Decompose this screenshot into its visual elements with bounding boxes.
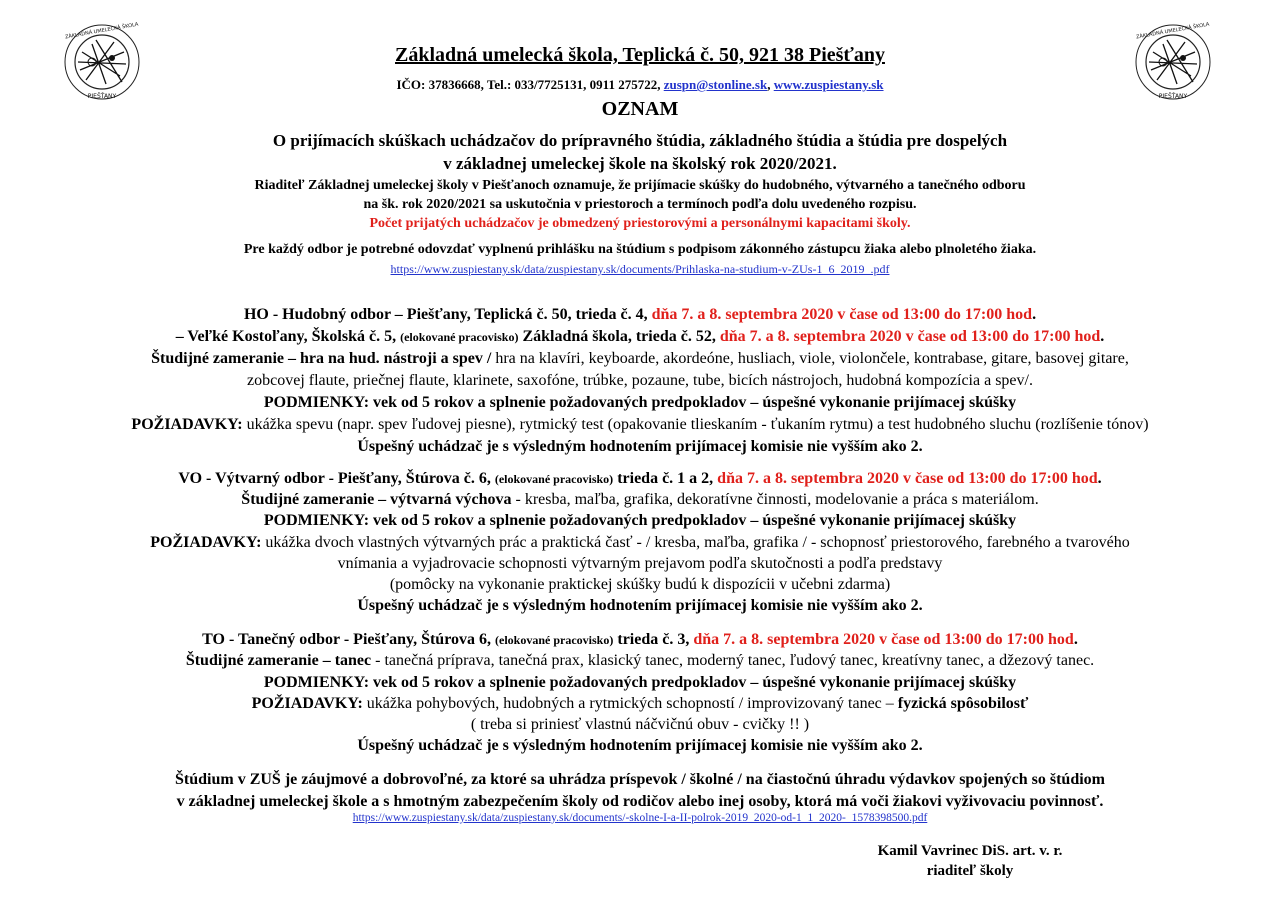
subtitle-line-1: O prijímacích skúškach uchádzačov do prípravného štúdia, základného štúdia a štúdia pre dospelých xyxy=(272,131,1008,150)
vo-success: Úspešný uchádzač je s výsledným hodnotením prijímacej komisie nie vyšším ako 2. xyxy=(357,597,923,614)
vo-req-text: ukážka dvoch vlastných výtvarných prác a praktická časť - / kresba, maľba, grafika / - schopnosť priestorového, farebného a tvarového xyxy=(265,534,1130,551)
contact-text: IČO: 37836668, Tel.: 033/7725131, 0911 275722, xyxy=(396,77,664,92)
svg-text:ZÁKLADNÁ UMELECKÁ ŠKOLA: ZÁKLADNÁ UMELECKÁ ŠKOLA xyxy=(64,22,139,41)
ho-focus-label: Študijné zameranie – hra na hud. nástroji a spev / xyxy=(151,350,496,367)
to-date: dňa 7. a 8. septembra 2020 v čase od 13:00 do 17:00 hod xyxy=(693,631,1074,648)
svg-text:PIEŠŤANY: PIEŠŤANY xyxy=(1158,93,1188,100)
intro-line-2: na šk. rok 2020/2021 sa uskutočnia v priestoroch a termínoch podľa dolu uvedeného rozpisu. xyxy=(363,197,917,212)
ho-req-label: POŽIADAVKY: xyxy=(131,416,247,433)
ho-line-3 xyxy=(0,350,1280,368)
svg-text:PIEŠŤANY: PIEŠŤANY xyxy=(87,93,117,100)
vo-location: VO - Výtvarný odbor - Piešťany, Štúrova č. 6, xyxy=(178,470,495,487)
signature-name: Kamil Vavrinec DiS. art. v. r. xyxy=(877,843,1063,859)
to-line-5: ( treba si priniesť vlastnú náčvičnú obuv - cvičky !! ) xyxy=(470,716,810,733)
website-link[interactable]: www.zuspiestany.sk xyxy=(773,77,884,92)
to-focus-text: - tanečná príprava, tanečná prax, klasický tanec, moderný tanec, ľudový tanec, kreatívny tanec, a džezový tanec. xyxy=(371,652,1095,669)
ho-branch-room: Základná škola, trieda č. 52, xyxy=(518,328,720,345)
to-req-fitness: fyzická spôsobilosť xyxy=(897,695,1029,712)
school-name: Základná umelecká škola, Teplická č. 50, 921 38 Piešťany xyxy=(395,44,885,66)
contact-sep: , xyxy=(767,77,774,92)
ho-branch-note: (elokované pracovisko) xyxy=(400,330,519,344)
ho-end: . xyxy=(1032,306,1037,323)
application-link-row xyxy=(0,262,1280,277)
to-line-2 xyxy=(0,652,1280,670)
vo-req-label: POŽIADAVKY: xyxy=(150,534,266,551)
ho-location: HO - Hudobný odbor – Piešťany, Teplická č. 50, trieda č. 4, xyxy=(243,306,652,323)
ho-req-text: ukážka spevu (napr. spev ľudovej piesne), rytmický test (opakovanie tlieskaním - ťukaním rytmu) a test hudobného sluchu (rozlíšenie tónov) xyxy=(246,416,1149,433)
vo-conditions: PODMIENKY: vek od 5 rokov a splnenie požadovaných predpokladov – úspešné vykonanie prijímacej skúšky xyxy=(263,512,1017,529)
ho-conditions: PODMIENKY: vek od 5 rokov a splnenie požadovaných predpokladov – úspešné vykonanie prijímacej skúšky xyxy=(263,394,1017,411)
to-req-text: ukážka pohybových, hudobných a rytmických schopností / improvizovaný tanec – xyxy=(366,695,898,712)
to-location: TO - Tanečný odbor - Piešťany, Štúrova 6, xyxy=(202,631,496,648)
ho-focus-text: hra na klavíri, keyboarde, akordeóne, husliach, viole, violončele, kontrabase, gitare, basovej gitare, xyxy=(495,350,1129,367)
vo-line-5: vnímania a vyjadrovacie schopnosti výtvarným prejavom podľa skutočnosti a podľa predstavy xyxy=(337,555,943,572)
vo-focus-text: - kresba, maľba, grafika, dekoratívne činnosti, modelovanie a práca s materiálom. xyxy=(511,491,1039,508)
ho-line-2 xyxy=(0,328,1280,346)
ho-line-1 xyxy=(0,306,1280,324)
ho-branch-end: . xyxy=(1100,328,1105,345)
email-link[interactable]: zuspn@stonline.sk xyxy=(663,77,768,92)
ho-success: Úspešný uchádzač je s výsledným hodnotením prijímacej komisie nie vyšším ako 2. xyxy=(357,438,923,455)
to-room: trieda č. 3, xyxy=(613,631,694,648)
to-end: . xyxy=(1073,631,1078,648)
signature-role: riaditeľ školy xyxy=(926,863,1014,879)
application-link[interactable]: https://www.zuspiestany.sk/data/zuspiestany.sk/documents/Prihlaska-na-studium-v-ZUs-1_6_2019_.pdf xyxy=(390,262,890,276)
to-focus-label: Študijné zameranie – tanec xyxy=(185,652,372,669)
ho-branch: – Veľké Kostoľany, Školská č. 5, xyxy=(175,328,401,345)
application-note: Pre každý odbor je potrebné odovzdať vyplnenú prihlášku na štúdium s podpisom zákonného zástupcu žiaka alebo plnoletého žiaka. xyxy=(243,242,1037,257)
fee-document-link[interactable]: https://www.zuspiestany.sk/data/zuspiestany.sk/documents/-skolne-I-a-II-polrok-2019_2020-od-1_1_2020-_1578398500.pdf xyxy=(352,812,928,824)
contact-line xyxy=(0,77,1280,93)
subtitle-line-2: v základnej umeleckej škole na školský rok 2020/2021. xyxy=(443,154,837,173)
vo-focus-label: Študijné zameranie – výtvarná výchova xyxy=(241,491,512,508)
footer-link-row xyxy=(0,812,1280,824)
vo-line-1 xyxy=(0,470,1280,488)
page-title: OZNAM xyxy=(601,98,679,120)
to-req-label: POŽIADAVKY: xyxy=(251,695,367,712)
to-requirements xyxy=(0,695,1280,713)
vo-line-2 xyxy=(0,491,1280,509)
vo-end: . xyxy=(1097,470,1102,487)
svg-text:ZÁKLADNÁ UMELECKÁ ŠKOLA: ZÁKLADNÁ UMELECKÁ ŠKOLA xyxy=(1135,22,1210,41)
to-conditions: PODMIENKY: vek od 5 rokov a splnenie požadovaných predpokladov – úspešné vykonanie prijímacej skúšky xyxy=(263,674,1017,691)
vo-line-6: (pomôcky na vykonanie praktickej skúšky budú k dispozícii v učebni zdarma) xyxy=(389,576,891,593)
ho-line-4: zobcovej flaute, priečnej flaute, klarinete, saxofóne, trúbke, pozaune, tube, bicích nástrojoch, hudobná kompozícia a spev/. xyxy=(247,372,1033,389)
to-line-1 xyxy=(0,631,1280,649)
ho-requirements xyxy=(0,416,1280,434)
footer-line-1: Štúdium v ZUŠ je záujmové a dobrovoľné, za ktoré sa uhrádza príspevok / školné / na čiastočnú úhradu výdavkov spojených so štúdiom xyxy=(175,771,1105,788)
vo-date: dňa 7. a 8. septembra 2020 v čase od 13:00 do 17:00 hod xyxy=(717,470,1098,487)
footer-line-2: v základnej umeleckej škole a s hmotným zabezpečením školy od rodičov alebo inej osoby, ktorá má voči žiakovi vyživovaciu povinnosť. xyxy=(176,793,1104,810)
vo-requirements xyxy=(0,534,1280,552)
ho-branch-date: dňa 7. a 8. septembra 2020 v čase od 13:00 do 17:00 hod xyxy=(719,328,1101,345)
intro-line-1: Riaditeľ Základnej umeleckej školy v Piešťanoch oznamuje, že prijímacie skúšky do hudobného, výtvarného a tanečného odboru xyxy=(254,178,1026,193)
ho-date: dňa 7. a 8. septembra 2020 v čase od 13:00 do 17:00 hod xyxy=(651,306,1033,323)
vo-branch-note: (elokované pracovisko) xyxy=(494,472,614,486)
to-success: Úspešný uchádzač je s výsledným hodnotením prijímacej komisie nie vyšším ako 2. xyxy=(357,737,923,754)
intro-capacity-note: Počet prijatých uchádzačov je obmedzený priestorovými a personálnymi kapacitami školy. xyxy=(369,216,911,231)
to-branch-note: (elokované pracovisko) xyxy=(495,633,614,647)
vo-room: trieda č. 1 a 2, xyxy=(613,470,718,487)
